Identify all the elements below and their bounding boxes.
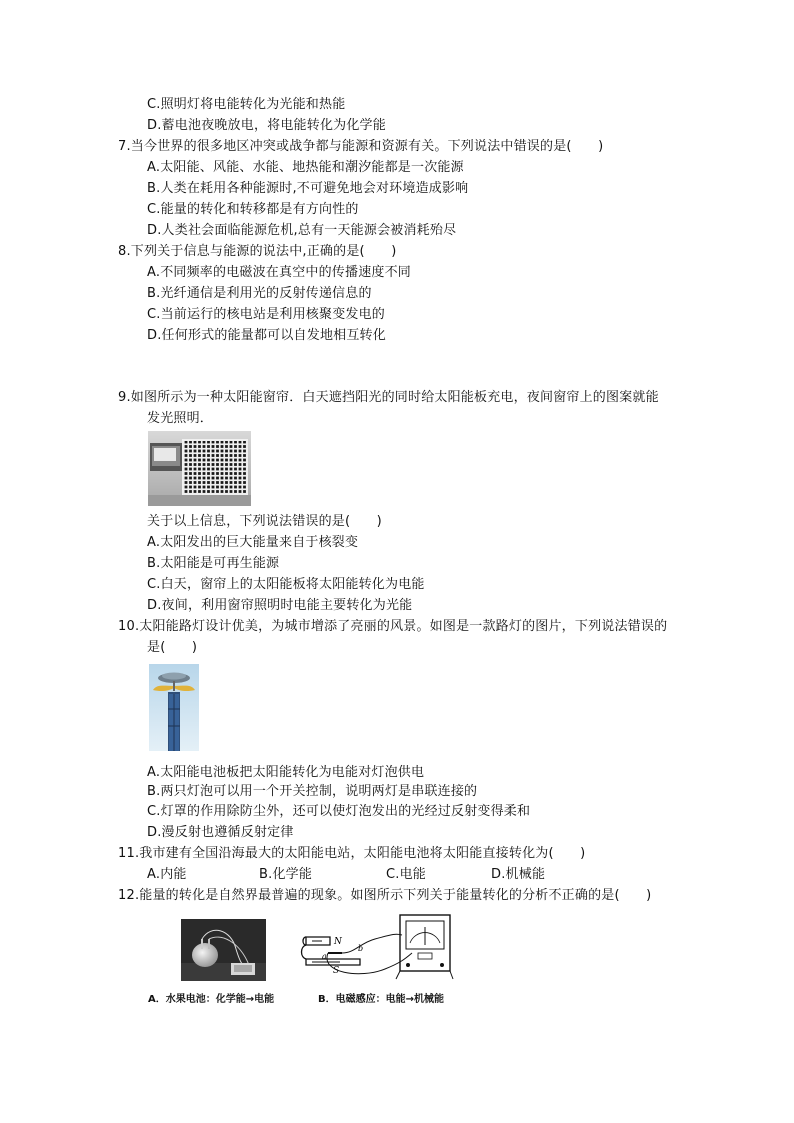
q6-option-c: C.照明灯将电能转化为光能和热能: [147, 97, 346, 112]
q8-option-c: C.当前运行的核电站是利用核聚变发电的: [147, 307, 386, 322]
q10-stem-line1: 10.太阳能路灯设计优美，为城市增添了亮丽的风景。如图是一款路灯的图片，下列说法错误的: [118, 619, 668, 634]
q10-stem-line2: 是( ): [147, 640, 198, 655]
fruit-battery-image: [181, 919, 266, 981]
q8-option-a: A.不同频率的电磁波在真空中的传播速度不同: [147, 265, 411, 280]
q11-option-a: A.内能: [147, 867, 187, 882]
magnet-n-label: N: [334, 937, 342, 947]
q9-option-c: C.白天，窗帘上的太阳能板将太阳能转化为电能: [147, 577, 425, 592]
q11-option-c: C.电能: [386, 867, 427, 882]
q9-stem-line1: 9.如图所示为一种太阳能窗帘．白天遮挡阳光的同时给太阳能板充电，夜间窗帘上的图案就能: [118, 390, 659, 405]
q8-stem: 8.下列关于信息与能源的说法中,正确的是( ): [118, 244, 397, 259]
q7-option-c: C.能量的转化和转移都是有方向性的: [147, 202, 359, 217]
q10-option-a: A.太阳能电池板把太阳能转化为电能对灯泡供电: [147, 765, 425, 780]
q9-option-d: D.夜间，利用窗帘照明时电能主要转化为光能: [147, 598, 413, 613]
wire-end-a-label: a: [322, 952, 327, 961]
q9-option-b: B.太阳能是可再生能源: [147, 556, 280, 571]
q9-option-a: A.太阳发出的巨大能量来自于核裂变: [147, 535, 359, 550]
caption-fruit-battery: A．水果电池：化学能→电能: [148, 994, 275, 1005]
caption-electromagnetic-induction: B．电磁感应：电能→机械能: [318, 994, 445, 1005]
electromagnetic-induction-image: [300, 913, 455, 983]
solar-street-lamp-image: [149, 664, 199, 751]
q12-stem: 12.能量的转化是自然界最普遍的现象。如图所示下列关于能量转化的分析不正确的是( ): [118, 888, 652, 903]
q7-stem: 7.当今世界的很多地区冲突或战争都与能源和资源有关。下列说法中错误的是( ): [118, 139, 604, 154]
q11-option-b: B.化学能: [259, 867, 313, 882]
q11-option-d: D.机械能: [491, 867, 546, 882]
q7-option-b: B.人类在耗用各种能源时,不可避免地会对环境造成影响: [147, 181, 469, 196]
solar-curtain-image: [148, 431, 251, 506]
magnet-s-label: S: [333, 966, 340, 976]
q7-option-d: D.人类社会面临能源危机,总有一天能源会被消耗殆尽: [147, 223, 457, 238]
wire-end-b-label: b: [358, 944, 364, 953]
q8-option-b: B.光纤通信是利用光的反射传递信息的: [147, 286, 372, 301]
q10-option-b: B.两只灯泡可以用一个开关控制，说明两灯是串联连接的: [147, 784, 478, 799]
q9-sub-stem: 关于以上信息，下列说法错误的是( ): [147, 514, 382, 529]
q7-option-a: A.太阳能、风能、水能、地热能和潮汐能都是一次能源: [147, 160, 464, 175]
q10-option-c: C.灯罩的作用除防尘外，还可以使灯泡发出的光经过反射变得柔和: [147, 804, 531, 819]
q11-stem: 11.我市建有全国沿海最大的太阳能电站，太阳能电池将太阳能直接转化为( ): [118, 846, 586, 861]
q10-option-d: D.漫反射也遵循反射定律: [147, 825, 294, 840]
q6-option-d: D.蓄电池夜晚放电，将电能转化为化学能: [147, 118, 386, 133]
q8-option-d: D.任何形式的能量都可以自发地相互转化: [147, 328, 386, 343]
q9-stem-line2: 发光照明．: [147, 411, 214, 426]
